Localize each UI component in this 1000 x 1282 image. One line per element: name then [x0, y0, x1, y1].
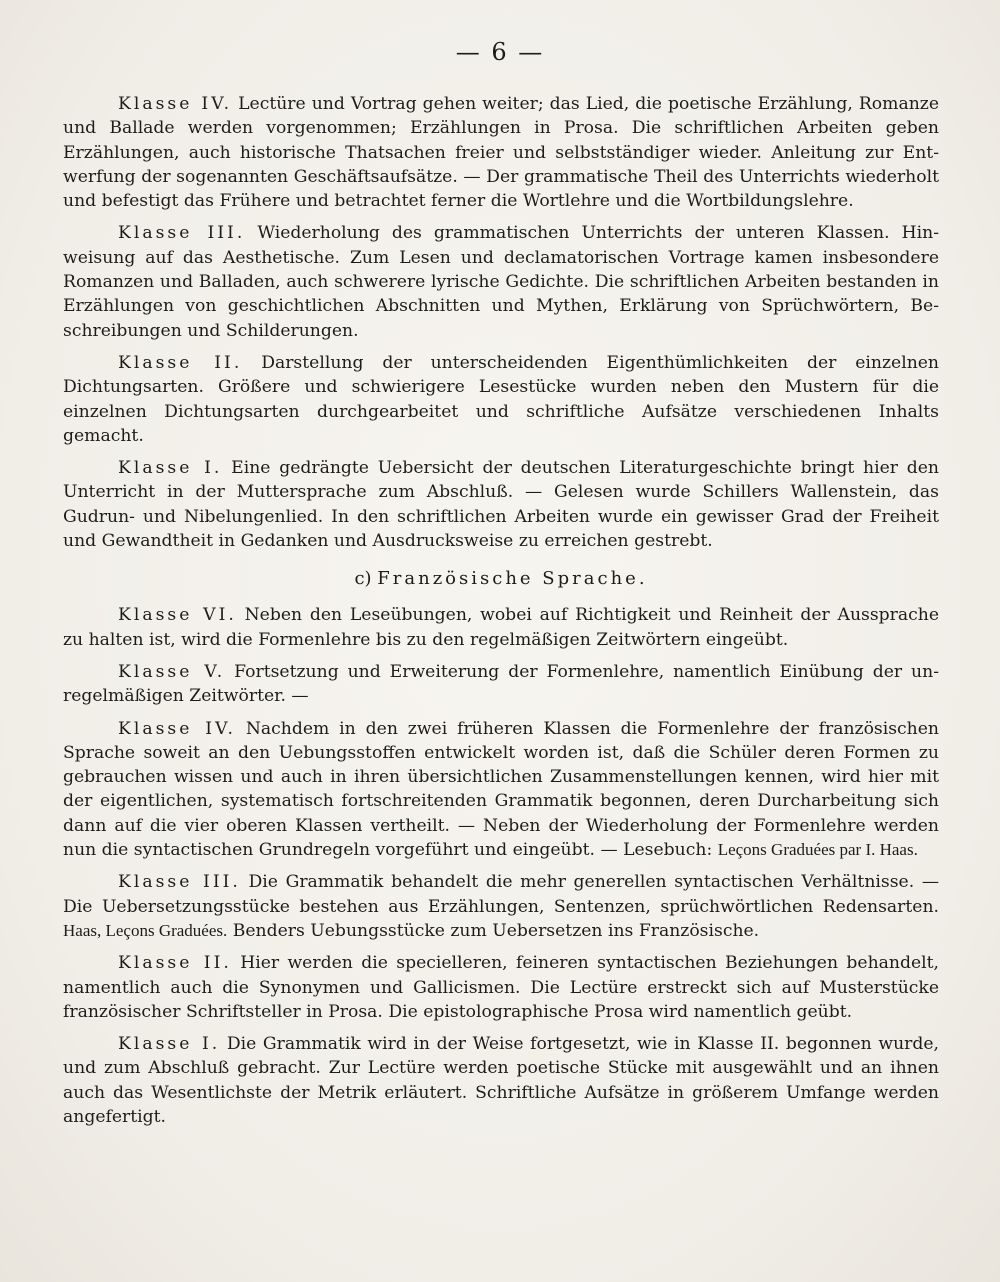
paragraph-klasse-iii-deutsch	[63, 221, 939, 342]
textbook-title: Haas, Leçons Graduées.	[63, 920, 228, 940]
paragraph-klasse-ii-deutsch	[63, 351, 939, 448]
paragraph-text: Neben den Leseübungen, wobei auf Richtigkeit und Reinheit der Aussprache zu halten ist, wird die Formenlehre bis zu den regelmäßigen Zeitwörtern eingeübt.	[63, 605, 939, 650]
klasse-label: Klasse V.	[118, 661, 226, 682]
paragraph-text: Die Grammatik wird in der Weise fortgesetzt, wie in Klasse II. begonnen wurde, und zum Abschluß gebracht. Zur Lectüre werden poetische Stücke mit ausgewählt und an ihnen auch das Wesentlichste der Metrik erläutert. Schriftliche Aufsätze in größerem Umfange werden angefertigt.	[63, 1034, 939, 1127]
paragraph-text: Die Grammatik behandelt die mehr generellen syntactischen Verhältnisse. — Die Uebersetzungsstücke bestehen aus Erzählungen, Sentenzen, sprüchwörtlichen Redensarten.	[63, 872, 940, 917]
klasse-label: Klasse II.	[118, 352, 243, 373]
klasse-label: Klasse I.	[118, 1034, 221, 1055]
klasse-label: Klasse III.	[118, 872, 241, 893]
paragraph-klasse-ii-franzoesisch	[63, 951, 939, 1024]
klasse-label: Klasse VI.	[118, 605, 237, 626]
paragraph-klasse-v-franzoesisch	[63, 660, 939, 709]
paragraph-klasse-iii-franzoesisch	[63, 870, 939, 943]
klasse-label: Klasse IV.	[118, 94, 233, 114]
paragraph-text: Fortsetzung und Erweiterung der Formenlehre, namentlich Einübung der unregelmäßigen Zeitwörter. —	[63, 661, 940, 707]
paragraph-text: Eine gedrängte Uebersicht der deutschen Literaturgeschichte bringt hier den Unterricht in der Muttersprache zum Abschluß. — Gelesen wurde Schillers Wallenstein, das Gudrun- und Nibelungenlied. In den schriftlichen Arbeiten wurde ein gewisser Grad der Freiheit und Gewandtheit in Gedanken und Ausdrucksweise zu erreichen gestrebt.	[63, 458, 939, 552]
paragraph-text-continued: Benders Uebungsstücke zum Uebersetzen ins Französische.	[232, 920, 760, 941]
page-number: — 6 —	[455, 38, 545, 66]
klasse-label: Klasse I.	[118, 458, 223, 479]
paragraph-text: Nachdem in den zwei früheren Klassen die Formenlehre der französischen Sprache soweit an den Uebungsstoffen entwickelt worden ist, daß die Schüler deren Formen zu gebrauchen wissen und auch in ihren übersichtlichen Zusammenstellungen kennen, wird hier mit der eigentlichen, systematisch fortschreitenden Grammatik begonnen, deren Durcharbeitung sich dann auf die vier oberen Klassen vertheilt. — Neben der Wiederholung der Formenlehre werden nun die syntactischen Grundregeln vorgeführt und eingeübt. — Lesebuch:	[63, 718, 939, 861]
section-label: c)	[354, 568, 372, 590]
textbook-title: Leçons Graduées par I. Haas.	[717, 840, 918, 860]
paragraph-text: Hier werden die specielleren, feineren syntactischen Beziehungen behandelt, namentlich auch die Synonymen und Gallicismen. Die Lectüre erstreckt sich auf Musterstücke französischer Schriftsteller in Prosa. Die epistolographische Prosa wird namentlich geübt.	[63, 953, 939, 1022]
paragraph-klasse-vi-franzoesisch	[63, 603, 939, 652]
klasse-label: Klasse III.	[118, 223, 246, 244]
paragraph-klasse-iv-franzoesisch	[63, 717, 939, 863]
section-title: Französische Sprache.	[377, 568, 648, 590]
klasse-label: Klasse II.	[118, 953, 232, 974]
section-heading	[63, 567, 939, 591]
page-body	[63, 92, 939, 1137]
paragraph-klasse-iv-deutsch	[63, 92, 939, 213]
paragraph-text: Wiederholung des grammatischen Unterrichts der unteren Klassen. Hinweisung auf das Aesthetische. Zum Lesen und declamatorischen Vortrage kamen insbesondere Romanzen und Balladen, auch schwerere lyrische Gedichte. Die schriftlichen Arbeiten bestanden in Erzählungen von geschichtlichen Abschnitten und Mythen, Erklärung von Sprüchwörtern, Beschreibungen und Schilderungen.	[63, 223, 939, 341]
paragraph-text: Lectüre und Vortrag gehen weiter; das Lied, die poetische Erzählung, Romanze und Ballade werden vorgenommen; Erzählungen in Prosa. Die schriftlichen Arbeiten geben Erzählungen, auch historische Thatsachen freier und selbstständiger wieder. Anleitung zur Entwerfung der sogenannten Geschäftsaufsätze. — Der grammatische Theil des Unterrichts wiederholt und befestigt das Frühere und betrachtet ferner die Wortlehre und die Wortbildungslehre.	[63, 94, 939, 212]
paragraph-text: Darstellung der unterscheidenden Eigenthümlichkeiten der einzelnen Dichtungsarten. Größere und schwierigere Lesestücke wurden neben den Mustern für die einzelnen Dichtungsarten durchgearbeitet und schriftliche Aufsätze verschiedenen Inhalts gemacht.	[63, 352, 939, 446]
paragraph-klasse-i-deutsch	[63, 456, 939, 553]
paragraph-klasse-i-franzoesisch	[63, 1032, 939, 1129]
klasse-label: Klasse IV.	[118, 718, 236, 739]
